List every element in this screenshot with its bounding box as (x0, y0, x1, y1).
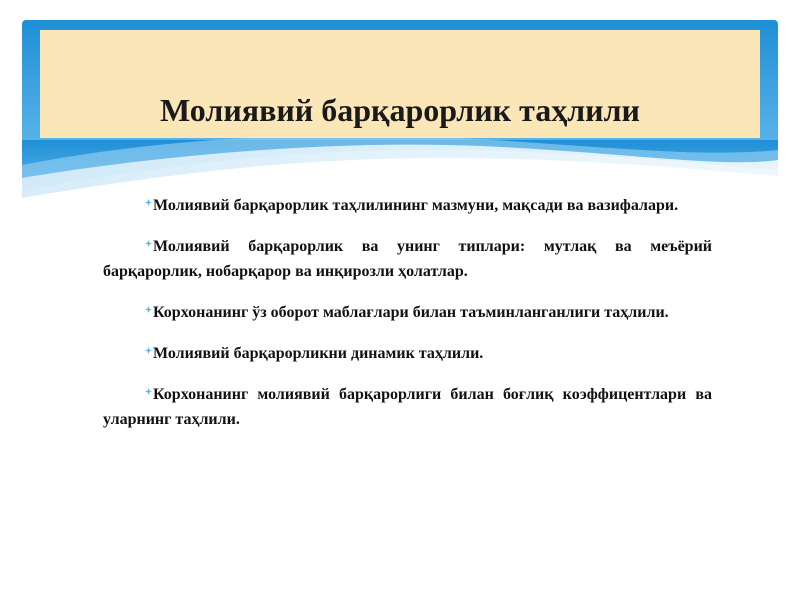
list-item (103, 234, 712, 284)
star-bullet-icon (145, 388, 152, 395)
bullet-text: Корхонанинг ўз оборот маблағлари билан таъминланганлиги таҳлили. (153, 304, 669, 321)
list-item (103, 193, 712, 218)
bullet-text: Молиявий барқарорлик ва унинг типлари: мутлақ ва меъёрий барқарорлик, нобарқарор ва инқирозли ҳолатлар. (103, 238, 712, 280)
bullet-text: Корхонанинг молиявий барқарорлиги билан боғлиқ коэффицентлари ва уларнинг таҳлили. (103, 386, 712, 428)
list-item (103, 300, 712, 325)
bullet-text: Молиявий барқарорлик таҳлилининг мазмуни, мақсади ва вазифалари. (153, 197, 679, 214)
star-bullet-icon (145, 240, 152, 247)
star-bullet-icon (145, 199, 152, 206)
star-bullet-icon (145, 347, 152, 354)
slide-title: Молиявий барқарорлик таҳлили (160, 92, 640, 128)
star-bullet-icon (145, 306, 152, 313)
title-box (40, 30, 760, 138)
list-item (103, 341, 712, 366)
list-item (103, 382, 712, 432)
bullet-text: Молиявий барқарорликни динамик таҳлили. (153, 345, 484, 362)
bullet-list (103, 193, 712, 448)
